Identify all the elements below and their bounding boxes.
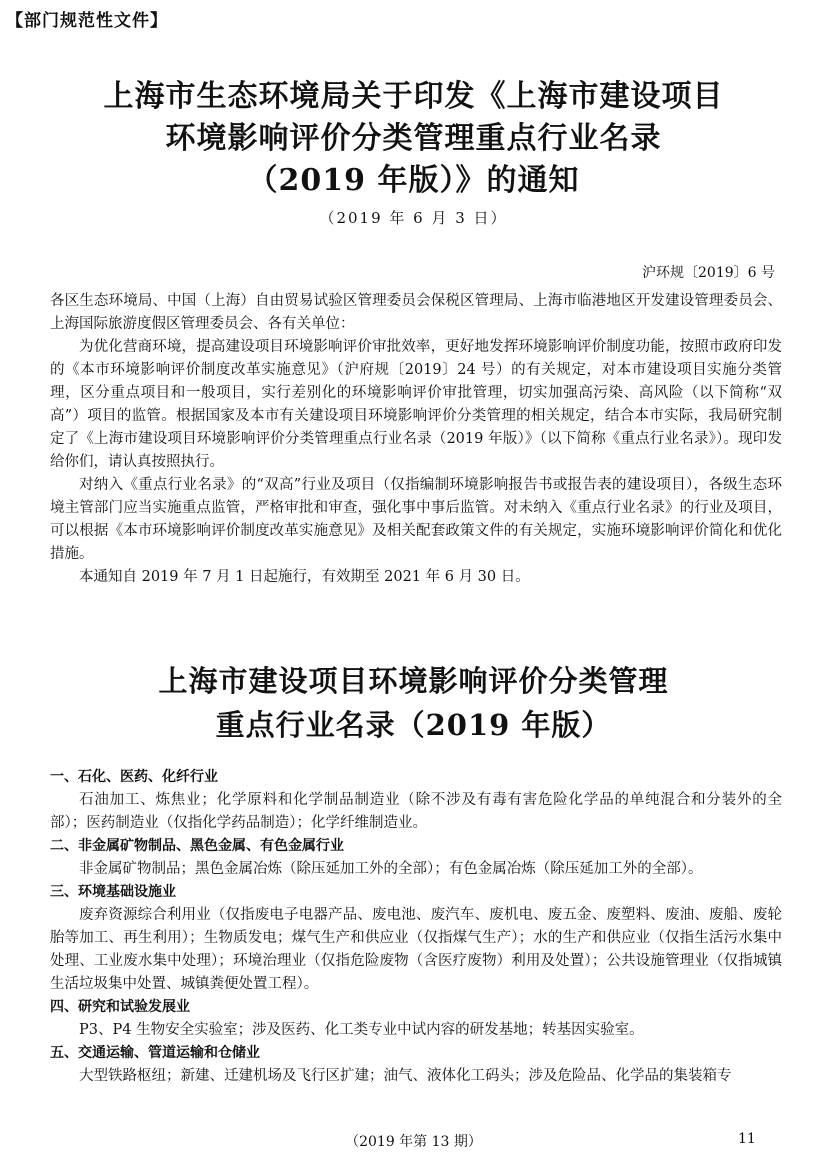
section-heading: 二、非金属矿物制品、黑色金属、有色金属行业 <box>50 838 344 854</box>
section-text: 石油加工、炼焦业；化学原料和化学制品制造业（除不涉及有毒有害危险化学品的单纯混合和分装外的全部）；医药制造业（仅指化学药品制造）；化学纤维制造业。 <box>50 792 782 831</box>
notice-date: （2019 年 6 月 3 日） <box>319 209 508 227</box>
notice-title-line-2: 环境影响评价分类管理重点行业名录 <box>165 121 662 156</box>
notice-title-line-3: （2019 年版）》的通知 <box>247 163 580 198</box>
notice-title-line-1: 上海市生态环境局关于印发《上海市建设项目 <box>103 79 724 114</box>
notice-paragraph: 对纳入《重点行业名录》的“双高”行业及项目（仅指编制环境影响报告书或报告表的建设项目），各级生态环境主管部门应当实施重点监管，严格审批和审查，强化事中事后监管。对未纳入《重点行业名录》的行业及项目，可以根据《本市环境影响评价制度改革实施意见》及相关配套政策文件的有关规定，实施环境影响评价简化和优化措施。 <box>50 477 782 562</box>
notice-paragraph: 为优化营商环境，提高建设项目环境影响评价审批效率，更好地发挥环境影响评价制度功能，按照市政府印发的《本市环境影响评价制度改革实施意见》（沪府规〔2019〕24 号）的有关规定，对本市建设项目实施分类管理，区分重点项目和一般项目，实行差别化的环境影响评价审批管理，切实加强高污染、高风险（以下简称“双高”）项目的监管。根据国家及本市有关建设项目环境影响评价分类管理的相关规定，结合本市实际，我局研究制定了《上海市建设项目环境影响评价分类管理重点行业名录（2019 年版）》（以下简称《重点行业名录》）。现印发给你们，请认真按照执行。 <box>50 339 782 470</box>
section-text: 大型铁路枢纽；新建、迁建机场及飞行区扩建；油气、液体化工码头；涉及危险品、化学品的集装箱专 <box>79 1068 732 1084</box>
section-text: 非金属矿物制品；黑色金属冶炼（除压延加工外的全部）；有色金属冶炼（除压延加工外的全部）。 <box>79 861 703 877</box>
section-heading: 五、交通运输、管道运输和仓储业 <box>50 1045 260 1061</box>
notice-body <box>50 290 782 589</box>
issue-footer: （2019 年第 13 期） <box>345 1134 482 1150</box>
catalog-title-line-1: 上海市建设项目环境影响评价分类管理 <box>158 664 669 698</box>
catalog-body <box>50 766 782 1088</box>
document-number: 沪环规〔2019〕6 号 <box>642 265 775 281</box>
section-text: 废弃资源综合利用业（仅指废电子电器产品、废电池、废汽车、废机电、废五金、废塑料、废油、废船、废轮胎等加工、再生利用）；生物质发电；煤气生产和供应业（仅指煤气生产）；水的生产和供应业（仅指生活污水集中处理、工业废水集中处理）；环境治理业（仅指危险废物（含医疗废物）利用及处置）；公共设施管理业（仅指城镇生活垃圾集中处置、城镇粪便处置工程）。 <box>50 907 782 992</box>
notice-paragraph: 本通知自 2019 年 7 月 1 日起施行，有效期至 2021 年 6 月 30 日。 <box>79 569 530 585</box>
catalog-title-line-2: 重点行业名录（2019 年版） <box>215 708 612 742</box>
section-heading: 三、环境基础设施业 <box>50 884 176 900</box>
section-text: P3、P4 生物安全实验室；涉及医药、化工类专业中试内容的研发基地；转基因实验室。 <box>79 1022 644 1038</box>
section-heading: 四、研究和试验发展业 <box>50 999 190 1015</box>
section-heading: 一、石化、医药、化纤行业 <box>50 769 218 785</box>
page-number: 11 <box>738 1131 756 1147</box>
recipients: 各区生态环境局、中国（上海）自由贸易试验区管理委员会保税区管理局、上海市临港地区开发建设管理委员会、上海国际旅游度假区管理委员会、各有关单位： <box>50 293 782 332</box>
document-category-tag: 【部门规范性文件】 <box>6 11 168 31</box>
